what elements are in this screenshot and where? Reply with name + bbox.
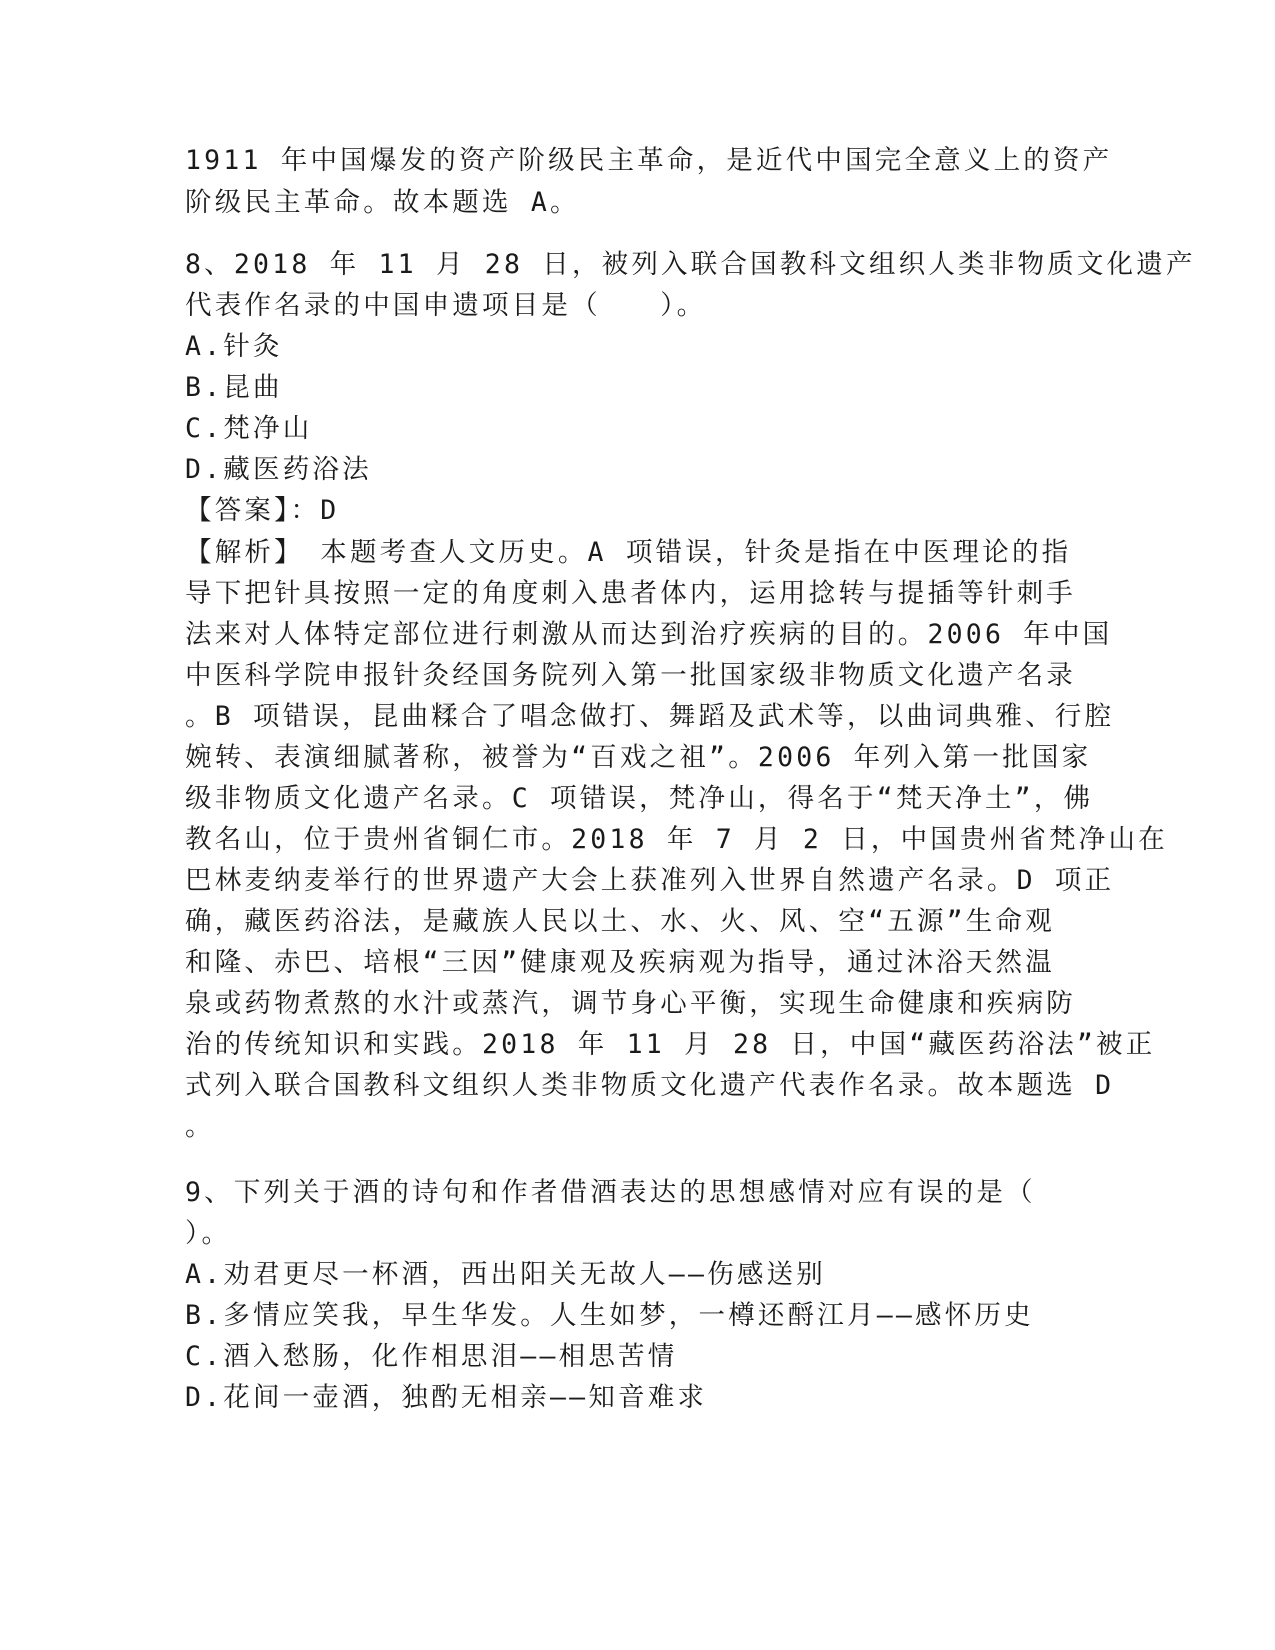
q8-analysis-line-13: 治的传统知识和实践。2018 年 11 月 28 日，中国“藏医药浴法”被正 [185,1029,1156,1060]
q9-option-b: B.多情应笑我，早生华发。人生如梦，一樽还酹江月——感怀历史 [185,1300,1034,1331]
q9-stem-line-2: ）。 [185,1218,232,1249]
q8-analysis-line-14: 式列入联合国教科文组织人类非物质文化遗产代表作名录。故本题选 D [185,1070,1115,1101]
q9-stem-line-1: 9、下列关于酒的诗句和作者借酒表达的思想感情对应有误的是（ [185,1177,1036,1208]
q8-analysis-line-8: 教名山，位于贵州省铜仁市。2018 年 7 月 2 日，中国贵州省梵净山在 [185,824,1168,855]
q8-option-d: D.藏医药浴法 [185,454,372,485]
q8-analysis-line-3: 法来对人体特定部位进行刺激从而达到治疗疾病的目的。2006 年中国 [185,619,1113,650]
q9-option-a: A.劝君更尽一杯酒，西出阳关无故人——伤感送别 [185,1259,826,1290]
prev-explanation-line-1: 1911 年中国爆发的资产阶级民主革命，是近代中国完全意义上的资产 [185,145,1113,176]
q8-option-a: A.针灸 [185,331,283,362]
q9-option-c: C.酒入愁肠，化作相思泪——相思苦情 [185,1341,678,1372]
q8-stem-line-2: 代表作名录的中国申遗项目是（ ）。 [185,290,707,321]
q8-analysis-line-7: 级非物质文化遗产名录。C 项错误，梵净山，得名于“梵天净土”，佛 [185,783,1094,814]
q9-option-d: D.花间一壶酒，独酌无相亲——知音难求 [185,1382,708,1413]
q8-analysis-line-9: 巴林麦纳麦举行的世界遗产大会上获准列入世界自然遗产名录。D 项正 [185,865,1115,896]
q8-analysis-line-1: 【解析】 本题考查人文历史。A 项错误，针灸是指在中医理论的指 [185,537,1072,568]
q8-answer: 【答案】：D [185,495,340,526]
q8-analysis-line-5: 。B 项错误，昆曲糅合了唱念做打、舞蹈及武术等，以曲词典雅、行腔 [185,701,1115,732]
q8-option-c: C.梵净山 [185,413,313,444]
q8-analysis-line-15: 。 [185,1111,215,1142]
q8-analysis-line-2: 导下把针具按照一定的角度刺入患者体内，运用捻转与提插等针刺手 [185,578,1076,609]
q8-analysis-line-10: 确，藏医药浴法，是藏族人民以土、水、火、风、空“五源”生命观 [185,906,1055,937]
q8-analysis-line-12: 泉或药物煮熬的水汁或蒸汽，调节身心平衡，实现生命健康和疾病防 [185,988,1076,1019]
q8-stem-line-1: 8、2018 年 11 月 28 日，被列入联合国教科文组织人类非物质文化遗产 [185,249,1196,280]
q8-analysis-line-6: 婉转、表演细腻著称，被誉为“百戏之祖”。2006 年列入第一批国家 [185,742,1092,773]
q8-option-b: B.昆曲 [185,372,283,403]
prev-explanation-line-2: 阶级民主革命。故本题选 A。 [185,187,580,218]
q8-analysis-line-11: 和隆、赤巴、培根“三因”健康观及疾病观为指导，通过沐浴天然温 [185,947,1055,978]
q8-analysis-line-4: 中医科学院申报针灸经国务院列入第一批国家级非物质文化遗产名录 [185,660,1076,691]
